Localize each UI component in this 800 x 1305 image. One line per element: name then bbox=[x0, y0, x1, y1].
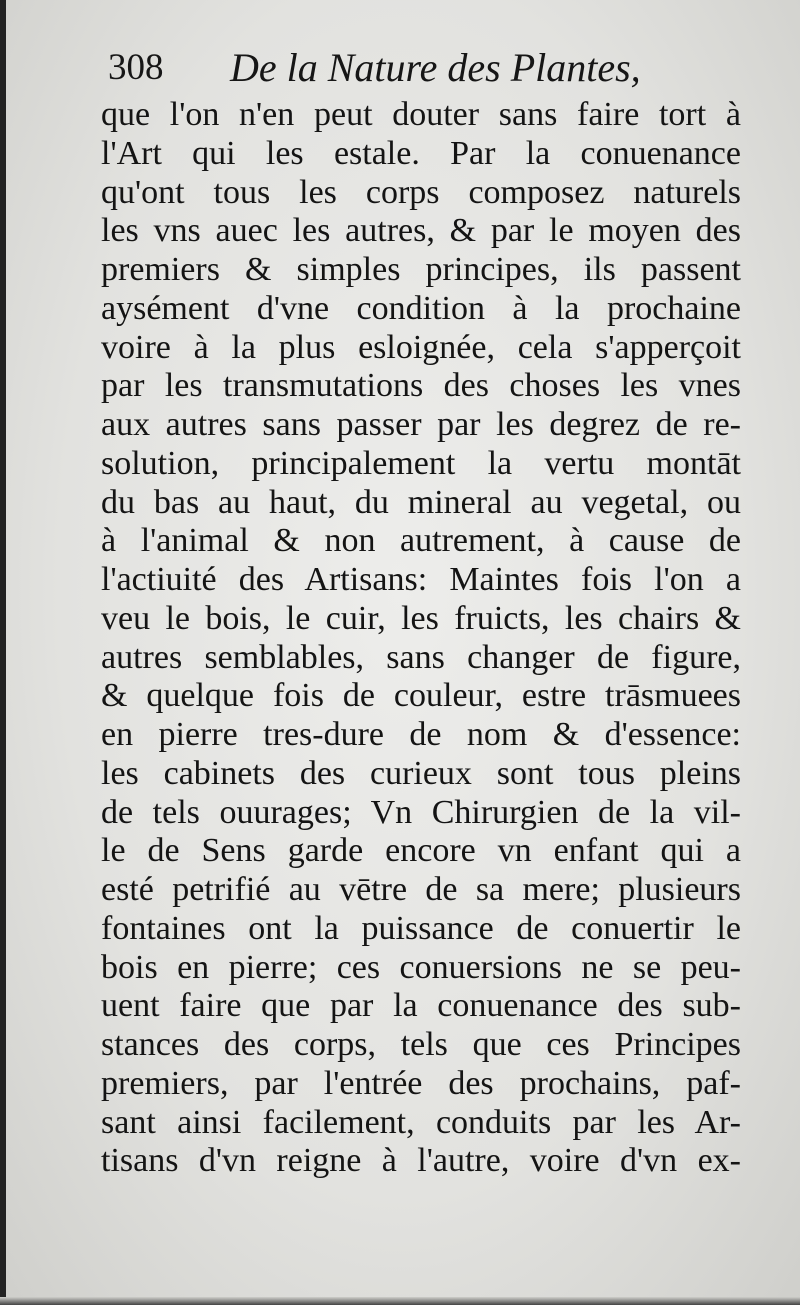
text-line: voire à la plus esloignée, cela s'apperçoit bbox=[101, 328, 741, 366]
text-line: veu le bois, le cuir, les fruicts, les chairs & bbox=[101, 599, 741, 637]
text-line: les vns auec les autres, & par le moyen des bbox=[101, 212, 741, 250]
text-line: aux autres sans passer par les degrez de re- bbox=[101, 406, 741, 443]
text-line: que l'on n'en peut douter sans faire tort à bbox=[101, 96, 741, 133]
text-line: solution, principalement la vertu montāt bbox=[101, 444, 741, 482]
text-line: fontaines ont la puissance de conuertir le bbox=[101, 909, 741, 947]
text-line: bois en pierre; ces conuersions ne se peu- bbox=[101, 948, 741, 986]
page-bottom-edge bbox=[0, 1297, 800, 1305]
text-line: stances des corps, tels que ces Principes bbox=[101, 1026, 741, 1063]
text-line: tisans d'vn reigne à l'autre, voire d'vn ex- bbox=[101, 1142, 741, 1180]
body-text bbox=[101, 96, 741, 1181]
page-header bbox=[108, 40, 758, 96]
text-line: à l'animal & non autrement, à cause de bbox=[101, 522, 741, 560]
text-line: aysément d'vne condition à la prochaine bbox=[101, 289, 741, 327]
text-line: autres semblables, sans changer de figure, bbox=[101, 638, 741, 676]
text-line: sant ainsi facilement, conduits par les Ar- bbox=[101, 1103, 741, 1141]
text-line: du bas au haut, du mineral au vegetal, ou bbox=[101, 483, 741, 521]
text-line: uent faire que par la conuenance des sub- bbox=[101, 987, 741, 1025]
page-edge-shadow bbox=[0, 0, 6, 1305]
text-line: de tels ouurages; Vn Chirurgien de la vil- bbox=[101, 793, 741, 831]
text-line: qu'ont tous les corps composez naturels bbox=[101, 173, 741, 211]
text-line: premiers, par l'entrée des prochains, paf- bbox=[101, 1064, 741, 1102]
text-line: le de Sens garde encore vn enfant qui a bbox=[101, 832, 741, 870]
text-line: l'Art qui les estale. Par la conuenance bbox=[101, 134, 741, 172]
text-line: l'actiuité des Artisans: Maintes fois l'on a bbox=[101, 561, 741, 598]
running-title: De la Nature des Plantes, bbox=[230, 45, 641, 90]
page-number: 308 bbox=[108, 47, 164, 88]
text-line: esté petrifié au vētre de sa mere; plusieurs bbox=[101, 871, 741, 908]
text-line: par les transmutations des choses les vnes bbox=[101, 367, 741, 405]
text-line: & quelque fois de couleur, estre trāsmuees bbox=[101, 677, 741, 715]
text-line: en pierre tres-dure de nom & d'essence: bbox=[101, 716, 741, 753]
text-line: premiers & simples principes, ils passent bbox=[101, 251, 741, 288]
text-line: les cabinets des curieux sont tous pleins bbox=[101, 754, 741, 792]
